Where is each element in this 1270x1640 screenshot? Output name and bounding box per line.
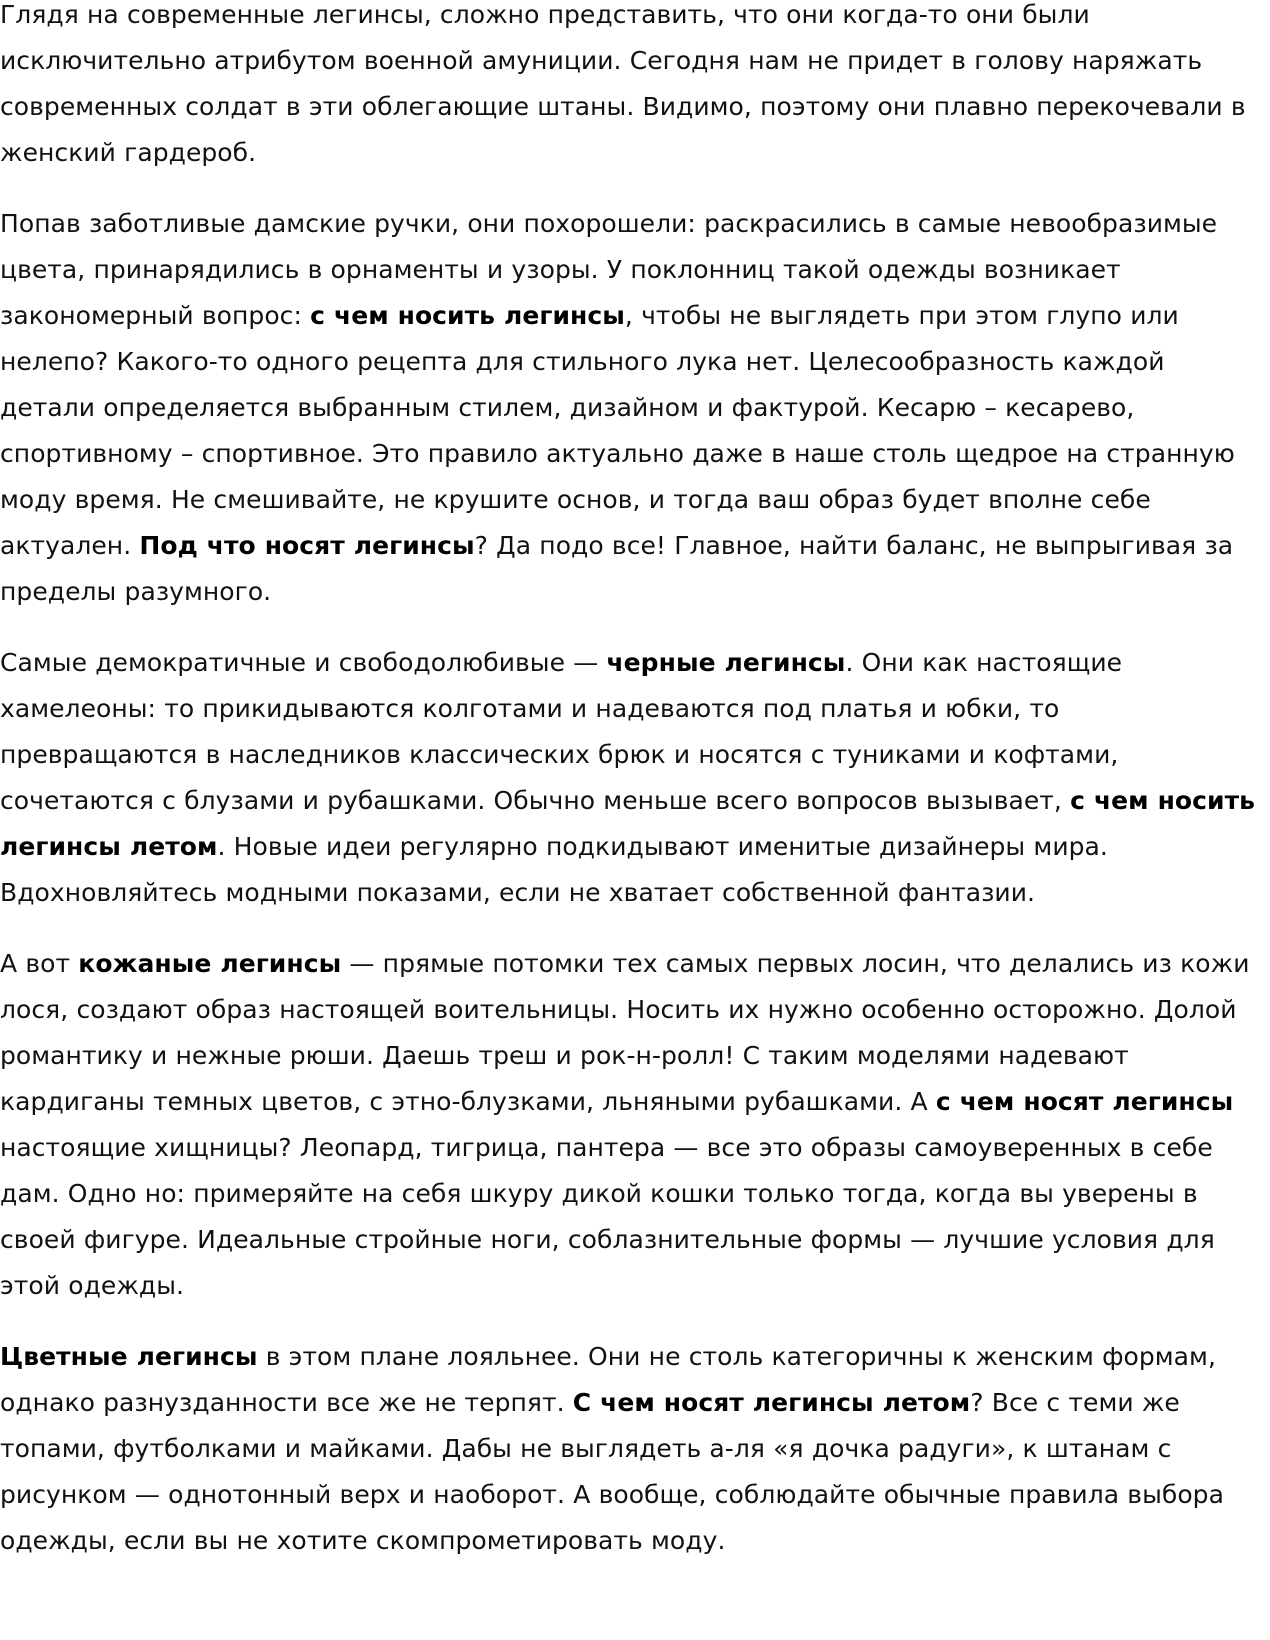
article-paragraph [0, 941, 1260, 1309]
text-run: настоящие хищницы? Леопард, тигрица, пантера — все это образы самоуверенных в себе дам. Одно но: примеряйте на себя шкуру дикой кошки только тогда, когда вы уверены в своей фигуре. Идеальные стройные ноги, соблазнительные формы — лучшие условия для этой одежды. [0, 1133, 1215, 1300]
article-paragraph [0, 640, 1260, 916]
bold-phrase: черные легинсы [606, 648, 846, 677]
text-run: Глядя на современные легинсы, сложно представить, что они когда-то они были исключительно атрибутом военной амуниции. Сегодня нам не придет в голову наряжать современных солдат в эти облегающие штаны. Видимо, поэтому они плавно перекочевали в женский гардероб. [0, 0, 1246, 167]
text-run: в этом плане лояльнее. Они не столь категоричны к женским формам, однако разнузданности все же не терпят. [0, 1342, 1216, 1417]
article-paragraph [0, 0, 1260, 176]
text-run: Попав заботливые дамские ручки, они похорошели: раскрасились в самые невообразимые цвета, принарядились в орнаменты и узоры. У поклонниц такой одежды возникает закономерный вопрос: [0, 209, 1218, 330]
text-run: . Новые идеи регулярно подкидывают именитые дизайнеры мира. Вдохновляйтесь модными показами, если не хватает собственной фантазии. [0, 832, 1108, 907]
text-run: , чтобы не выглядеть при этом глупо или нелепо? Какого-то одного рецепта для стильного лука нет. Целесообразность каждой детали определяется выбранным стилем, дизайном и фактурой. Кесарю – кесарево, спортивному – спортивное. Это правило актуально даже в наше столь щедрое на странную моду время. Не смешивайте, не крушите основ, и тогда ваш образ будет вполне себе актуален. [0, 301, 1235, 560]
bold-phrase: с чем носят легинсы [935, 1087, 1234, 1116]
bold-phrase: с чем носить легинсы [310, 301, 625, 330]
bold-phrase: Под что носят легинсы [139, 531, 475, 560]
bold-phrase: кожаные легинсы [78, 949, 342, 978]
bold-phrase: с чем носить легинсы летом [0, 786, 1255, 861]
bold-phrase: С чем носят легинсы летом [572, 1388, 971, 1417]
article-paragraph [0, 1334, 1260, 1564]
text-run: . Они как настоящие хамелеоны: то прикидываются колготами и надеваются под платья и юбки, то превращаются в наследников классических брюк и носятся с туниками и кофтами, сочетаются с блузами и рубашками. Обычно меньше всего вопросов вызывает, [0, 648, 1123, 815]
bold-phrase: Цветные легинсы [0, 1342, 258, 1371]
text-run: ? Все с теми же топами, футболками и майками. Дабы не выглядеть а-ля «я дочка радуги», к штанам с рисунком — однотонный верх и наоборот. А вообще, соблюдайте обычные правила выбора одежды, если вы не хотите скомпрометировать моду. [0, 1388, 1224, 1555]
text-run: — прямые потомки тех самых первых лосин, что делались из кожи лося, создают образ настоящей воительницы. Носить их нужно особенно осторожно. Долой романтику и нежные рюши. Даешь треш и рок-н-ролл! С таким моделями надевают кардиганы темных цветов, с этно-блузками, льняными рубашками. А [0, 949, 1250, 1116]
text-run: ? Да подо все! Главное, найти баланс, не выпрыгивая за пределы разумного. [0, 531, 1234, 606]
article-paragraph [0, 201, 1260, 615]
text-run: Самые демократичные и свободолюбивые — [0, 648, 607, 677]
text-run: А вот [0, 949, 79, 978]
